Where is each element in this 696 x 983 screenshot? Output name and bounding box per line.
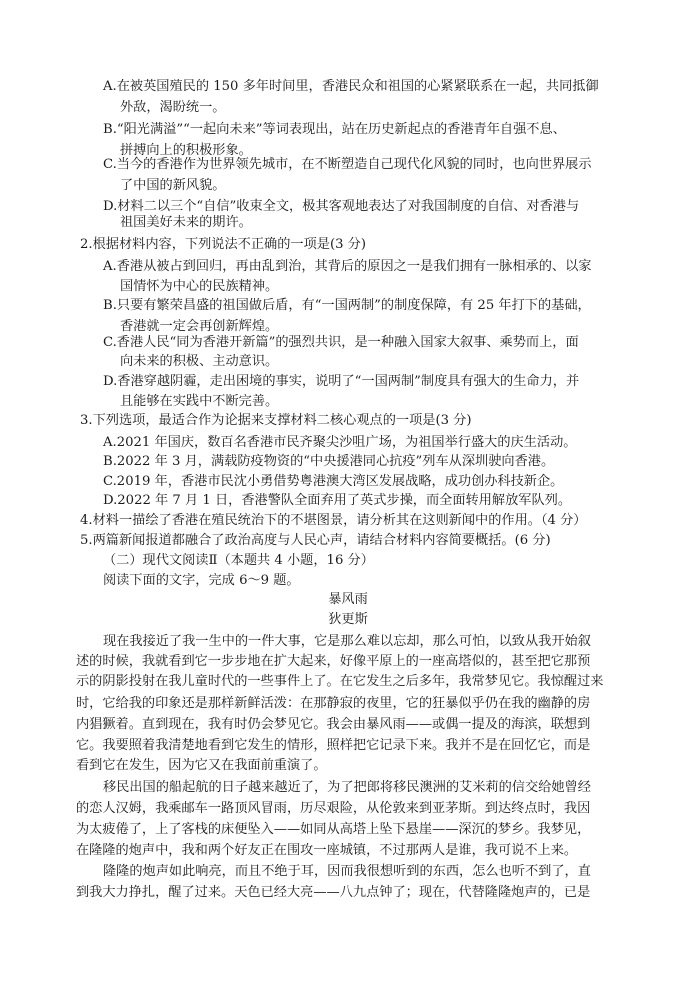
q3-option-d: D.2022 年 7 月 1 日，香港警队全面弃用了英式步操，而全面转用解放军队列。	[103, 493, 572, 508]
paragraph-2-line-3: 为太疲倦了，上了客栈的床便坠入——如同从高塔上坠下悬崖——深沉的梦乡。我梦见，	[76, 822, 591, 837]
story-author: 狄更斯	[328, 612, 368, 627]
q2-option-b-line-2: 香港就一定会再创新辉煌。	[120, 319, 279, 334]
paragraph-3-line-1: 隆隆的炮声如此响亮，而且不绝于耳，因而我很想听到的东西，怎么也听不到了，直	[103, 864, 591, 879]
paragraph-1-line-5: 内猖獗着。直到现在，我有时仍会梦见它。我会由暴风雨——或偶一提及的海滨，联想到	[76, 717, 591, 732]
paragraph-2-line-1: 移民出国的船起航的日子越来越近了，为了把郎将移民澳洲的艾米莉的信交给她曾经	[103, 780, 591, 795]
story-title: 暴风雨	[328, 592, 368, 607]
paragraph-1-line-7: 看到它在发生，因为它又在我面前重演了。	[76, 758, 327, 773]
q2-option-a-line-1: A.香港从被占到回归，再由乱到治，其背后的原因之一是我们拥有一脉相承的、以家	[103, 259, 592, 274]
q2-option-c-line-2: 向未来的积极、主动意识。	[120, 354, 279, 369]
paragraph-3-line-2: 到我大力挣扎，醒了过来。天色已经大亮——八九点钟了；现在，代替隆隆炮声的，已是	[76, 885, 591, 900]
q2-option-a-line-2: 国情怀为中心的民族精神。	[120, 279, 279, 294]
q2-option-d-line-2: 且能够在实践中不断完善。	[120, 394, 279, 409]
question-4: 4.材料一描绘了香港在殖民统治下的不堪图景，请分析其在这则新闻中的作用。（4 分）	[80, 513, 587, 528]
paragraph-1-line-1: 现在我接近了我一生中的一件大事，它是那么难以忘却，那么可怕，以致从我开始叙	[103, 634, 591, 649]
paragraph-2-line-2: 的恋人汉姆，我乘邮车一路顶风冒雨，历尽艰险，从伦敦来到亚茅斯。到达终点时，我因	[76, 801, 591, 816]
q3-option-a: A.2021 年国庆，数百名香港市民齐聚尖沙咀广场，为祖国举行盛大的庆生活动。	[103, 435, 577, 450]
paragraph-1-line-3: 示的阴影投射在我儿童时代的一些事件上了。在它发生之后多年，我常梦见它。我惊醒过来	[76, 674, 604, 689]
option-b-line-1: B.“阳光满溢”“一起向未来”等词表现出，站在历史新起点的香港青年自强不息、	[103, 122, 566, 137]
question-3-stem: 3.下列选项，最适合作为论据来支撑材料二核心观点的一项是(3 分)	[80, 413, 472, 428]
q2-option-b-line-1: B.只要有繁荣昌盛的祖国做后盾，有“一国两制”的制度保障，有 25 年打下的基础，	[103, 298, 591, 313]
paragraph-1-line-2: 述的时候，我就看到它一步步地在扩大起来，好像平原上的一座高塔似的，甚至把它那预	[76, 654, 591, 669]
q2-option-c-line-1: C.香港人民“同为香港开新篇”的强烈共识，是一种融入国家大叙事、乘势而上，面	[103, 335, 579, 350]
question-2-stem: 2.根据材料内容，下列说法不正确的一项是(3 分)	[80, 237, 367, 252]
section-heading: （二）现代文阅读Ⅱ（本题共 4 小题，16 分）	[103, 553, 374, 568]
paragraph-2-line-4: 在隆隆的炮声中，我和两个好友正在围攻一座城镇，不过那两人是谁，我可说不上来。	[76, 843, 578, 858]
q3-option-b: B.2022 年 3 月，满载防疫物资的“中央援港同心抗疫”列车从深圳驶向香港。	[103, 454, 555, 469]
question-5: 5.两篇新闻报道都融合了政治高度与人民心声，请结合材料内容简要概括。(6 分)	[80, 533, 551, 548]
option-d-line-2: 祖国美好未来的期许。	[120, 215, 252, 230]
option-d-line-1: D.材料二以三个“自信”收束全文，极其客观地表达了对我国制度的自信、对香港与	[103, 199, 580, 214]
paragraph-1-line-4: 时，它给我的印象还是那样新鲜活泼：在那静寂的夜里，它的狂暴似乎仍在我的幽静的房	[76, 696, 591, 711]
option-c-line-1: C.当今的香港作为世界领先城市，在不断塑造自己现代化风貌的同时，也向世界展示	[103, 157, 592, 172]
option-c-line-2: 了中国的新风貌。	[120, 178, 226, 193]
option-a-line-1: A.在被英国殖民的 150 多年时间里，香港民众和祖国的心紧紧联系在一起，共同抵御	[103, 79, 599, 94]
q2-option-d-line-1: D.香港穿越阴霾，走出困境的事实，说明了“一国两制”制度具有强大的生命力，并	[103, 374, 580, 389]
reading-instruction: 阅读下面的文字，完成 6～9 题。	[103, 573, 300, 588]
option-a-line-2: 外敌，渴盼统一。	[120, 100, 226, 115]
q3-option-c: C.2019 年，香港市民沈小勇借势粤港澳大湾区发展战略，成功创办科技新企。	[103, 474, 564, 489]
option-b-line-2: 拼搏向上的积极形象。	[120, 143, 252, 158]
paragraph-1-line-6: 它。我要照着我清楚地看到它发生的情形，照样把它记录下来。我并不是在回忆它，而是	[76, 738, 591, 753]
